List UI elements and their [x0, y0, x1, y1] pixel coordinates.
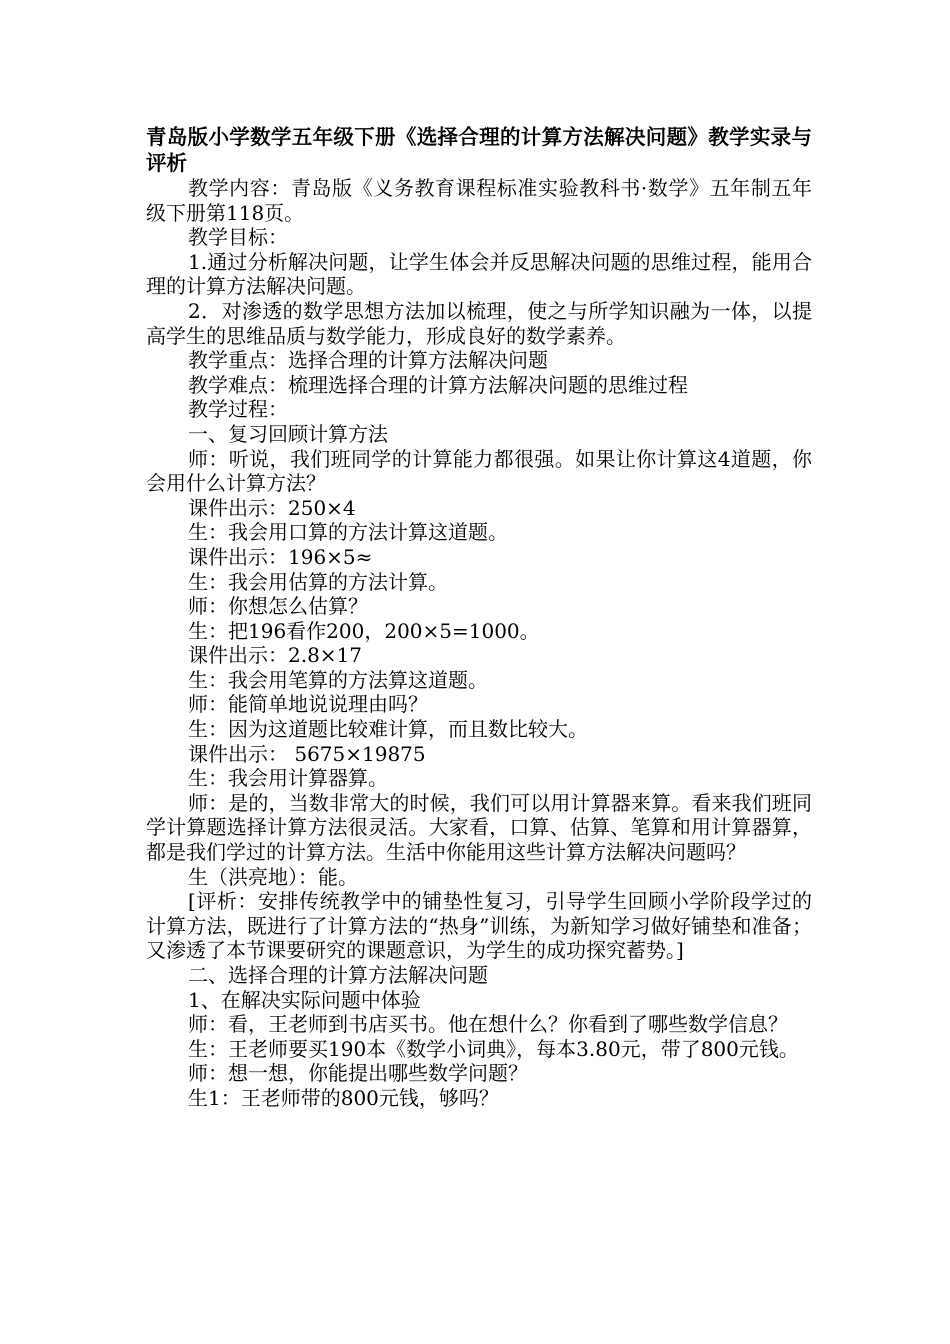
dialogue-line: 生1：王老师带的800元钱，够吗？: [188, 1085, 499, 1110]
paragraph-objectives-heading: 教学目标：: [188, 225, 288, 250]
dialogue-line: 生：我会用估算的方法计算。: [188, 569, 448, 594]
paragraph-content: 教学内容：青岛版《义务教育课程标准实验教科书·数学》五年制五年级下册第118页。: [146, 176, 812, 225]
paragraph-key-point: 教学重点：选择合理的计算方法解决问题: [188, 348, 548, 373]
dialogue-line: 生：因为这道题比较难计算，而且数比较大。: [188, 717, 588, 742]
dialogue-line: 生：我会用口算的方法计算这道题。: [188, 520, 508, 545]
document-title: 青岛版小学数学五年级下册《选择合理的计算方法解决问题》教学实录与评析: [146, 125, 812, 175]
commentary-paragraph: [评析：安排传统教学中的铺垫性复习，引导学生回顾小学阶段学过的计算方法，既进行了计算方法的“热身”训练，为新知学习做好铺垫和准备；又渗透了本节课要研究的课题意识，为学生的成功探究蓄势。]: [146, 889, 812, 963]
dialogue-line: 师：听说，我们班同学的计算能力都很强。如果让你计算这4道题，你会用什么计算方法？: [146, 446, 812, 496]
document-body: [146, 176, 812, 1111]
section-heading-1: 一、复习回顾计算方法: [188, 421, 388, 446]
dialogue-line: 课件出示： 5675×19875: [188, 741, 426, 766]
dialogue-line: 课件出示：2.8×17: [188, 643, 363, 668]
dialogue-line: 生：我会用笔算的方法算这道题。: [188, 667, 488, 692]
dialogue-line: 师：想一想，你能提出哪些数学问题？: [188, 1061, 528, 1086]
document-page: [146, 124, 812, 1111]
dialogue-line: 师：看，王老师到书店买书。他在想什么？你看到了哪些数学信息？: [188, 1012, 788, 1037]
dialogue-line: 生（洪亮地）：能。: [188, 864, 358, 889]
dialogue-line: 师：你想怎么估算？: [188, 594, 368, 619]
paragraph-process-heading: 教学过程：: [188, 397, 288, 422]
dialogue-line: 师：是的，当数非常大的时候，我们可以用计算器来算。看来我们班同学计算题选择计算方法很灵活。大家看，口算、估算、笔算和用计算器算，都是我们学过的计算方法。生活中你能用这些计算方法解决问题吗？: [146, 790, 812, 865]
paragraph-objective-2: 2．对渗透的数学思想方法加以梳理，使之与所学知识融为一体，以提高学生的思维品质与数学能力，形成良好的数学素养。: [146, 298, 812, 348]
dialogue-line: 课件出示：196×5≈: [188, 544, 373, 569]
subsection-heading: 1、在解决实际问题中体验: [188, 987, 421, 1012]
paragraph-objective-1: 1.通过分析解决问题，让学生体会并反思解决问题的思维过程，能用合理的计算方法解决问题。: [146, 249, 812, 299]
section-heading-2: 二、选择合理的计算方法解决问题: [188, 963, 488, 987]
dialogue-line: 生：王老师要买190本《数学小词典》，每本3.80元，带了800元钱。: [188, 1036, 799, 1061]
dialogue-line: 师：能简单地说说理由吗？: [188, 692, 428, 717]
paragraph-difficulty: 教学难点：梳理选择合理的计算方法解决问题的思维过程: [188, 372, 688, 397]
dialogue-line: 课件出示：250×4: [188, 495, 356, 520]
dialogue-line: 生：把196看作200，200×5=1000。: [188, 618, 540, 643]
dialogue-line: 生：我会用计算器算。: [188, 766, 388, 791]
